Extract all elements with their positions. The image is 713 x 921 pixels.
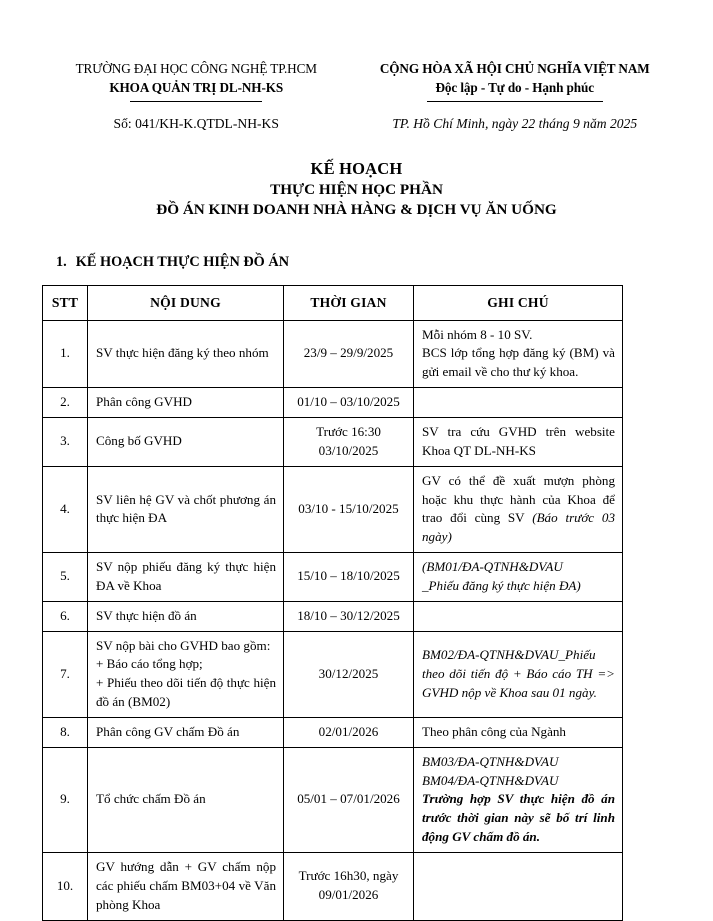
table-row [43, 388, 623, 418]
letterhead-right [357, 60, 674, 132]
row-time: 01/10 – 03/10/2025 [284, 388, 414, 418]
row-content: Tổ chức chấm Đồ án [88, 747, 284, 852]
table-row [43, 320, 623, 388]
faculty-name: KHOA QUẢN TRỊ DL-NH-KS [109, 79, 284, 95]
row-time-line: Trước 16:30 [316, 423, 381, 439]
faculty-underline [40, 98, 353, 102]
column-header-noidung: NỘI DUNG [88, 286, 284, 321]
row-time-line: Trước 16h30, ngày [298, 868, 399, 884]
table-row [43, 601, 623, 631]
title-line-3: ĐỒ ÁN KINH DOANH NHÀ HÀNG & DỊCH VỤ ĂN UỐNG [156, 200, 557, 218]
row-note: Theo phân công của Ngành [414, 717, 623, 747]
row-note [414, 853, 623, 921]
row-note [414, 601, 623, 631]
table-row [43, 417, 623, 466]
row-time [284, 853, 414, 921]
row-note [414, 747, 623, 852]
row-index: 8. [43, 717, 88, 747]
column-header-stt: STT [43, 286, 88, 321]
row-index: 7. [43, 631, 88, 717]
row-time: 05/01 – 07/01/2026 [284, 747, 414, 852]
row-content: SV liên hệ GV và chốt phương án thực hiện ĐA [88, 466, 284, 552]
document-title [40, 158, 673, 220]
row-index: 10. [43, 853, 88, 921]
table-row [43, 631, 623, 717]
letterhead [40, 60, 673, 132]
row-note-emphasis: Trường hợp SV thực hiện đồ án trước thời gian này sẽ bố trí linh động GV chấm đồ án. [422, 791, 615, 845]
row-index: 9. [43, 747, 88, 852]
section-heading [56, 254, 673, 271]
motto-underline [357, 98, 674, 102]
row-time: 23/9 – 29/9/2025 [284, 320, 414, 388]
plan-table [42, 285, 623, 921]
row-index: 4. [43, 466, 88, 552]
row-time-line: 03/10/2025 [318, 442, 379, 458]
row-note [414, 553, 623, 602]
row-content-line: SV nộp bài cho GVHD bao gồm: [96, 637, 271, 653]
row-time: 15/10 – 18/10/2025 [284, 553, 414, 602]
section-title: KẾ HOẠCH THỰC HIỆN ĐỒ ÁN [75, 254, 290, 271]
national-motto: Độc lập - Tự do - Hạnh phúc [435, 79, 594, 95]
row-note-line: (BM01/ĐA-QTNH&DVAU [422, 559, 563, 575]
table-row [43, 747, 623, 852]
row-content [88, 631, 284, 717]
row-content: Công bố GVHD [88, 417, 284, 466]
section-number: 1. [56, 254, 67, 271]
row-note [414, 466, 623, 552]
column-header-thoigian: THỜI GIAN [284, 286, 414, 321]
row-note [414, 388, 623, 418]
row-time: 30/12/2025 [284, 631, 414, 717]
row-content: Phân công GV chấm Đồ án [88, 717, 284, 747]
row-content: SV thực hiện đăng ký theo nhóm [88, 320, 284, 388]
row-note [414, 320, 623, 388]
table-row [43, 553, 623, 602]
table-row [43, 853, 623, 921]
row-note-line: BCS lớp tổng hợp đăng ký (BM) và gửi email về cho thư ký khoa. [422, 345, 615, 380]
row-content: SV thực hiện đồ án [88, 601, 284, 631]
title-line-1: KẾ HOẠCH [310, 159, 403, 179]
row-note: SV tra cứu GVHD trên website Khoa QT DL-NH-KS [414, 417, 623, 466]
row-note: BM02/ĐA-QTNH&DVAU_Phiếu theo dõi tiến độ + Báo cáo TH => GVHD nộp về Khoa sau 01 ngày. [414, 631, 623, 717]
table-row [43, 466, 623, 552]
row-note-line: BM04/ĐA-QTNH&DVAU [422, 772, 559, 788]
row-content: SV nộp phiếu đăng ký thực hiện ĐA về Khoa [88, 553, 284, 602]
row-content: GV hướng dẫn + GV chấm nộp các phiếu chấm BM03+04 về Văn phòng Khoa [88, 853, 284, 921]
letterhead-left [40, 60, 357, 132]
place-and-date: TP. Hồ Chí Minh, ngày 22 tháng 9 năm 2025 [392, 116, 638, 132]
row-index: 2. [43, 388, 88, 418]
title-line-2: THỰC HIỆN HỌC PHẦN [270, 180, 443, 198]
row-time-line: 09/01/2026 [318, 887, 379, 903]
row-note-line: BM03/ĐA-QTNH&DVAU [422, 753, 559, 769]
row-time: 18/10 – 30/12/2025 [284, 601, 414, 631]
row-index: 6. [43, 601, 88, 631]
row-index: 1. [43, 320, 88, 388]
row-content: Phân công GVHD [88, 388, 284, 418]
row-index: 3. [43, 417, 88, 466]
row-note-line: Mỗi nhóm 8 - 10 SV. [422, 326, 533, 342]
row-time: 03/10 - 15/10/2025 [284, 466, 414, 552]
row-index: 5. [43, 553, 88, 602]
row-content-line: + Báo cáo tổng hợp; [96, 656, 203, 672]
document-number: Số: 041/KH-K.QTDL-NH-KS [113, 116, 279, 132]
country-name: CỘNG HÒA XÃ HỘI CHỦ NGHĨA VIỆT NAM [379, 61, 650, 76]
table-row [43, 717, 623, 747]
column-header-ghichu: GHI CHÚ [414, 286, 623, 321]
row-time [284, 417, 414, 466]
row-note-text: GV có thể đề xuất mượn phòng hoặc khu thực hành của Khoa để trao đổi cùng SV [422, 472, 615, 526]
university-name: TRƯỜNG ĐẠI HỌC CÔNG NGHỆ TP.HCM [75, 61, 317, 76]
row-note-emphasis: (Báo trước 03 ngày) [422, 510, 615, 545]
row-note-line: _Phiếu đăng ký thực hiện ĐA) [422, 577, 581, 593]
row-content-line: + Phiếu theo dõi tiến độ thực hiện đồ án (BM02) [96, 675, 276, 710]
row-time: 02/01/2026 [284, 717, 414, 747]
table-header-row [43, 286, 623, 321]
